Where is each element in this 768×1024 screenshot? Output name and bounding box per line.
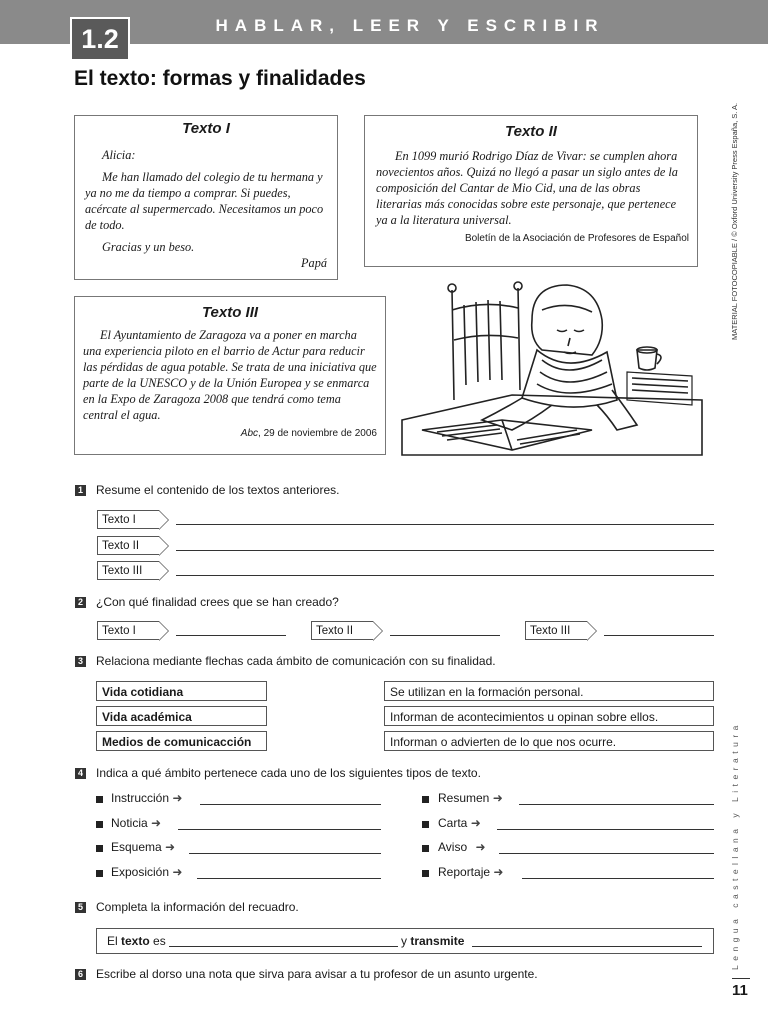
q3-right-item-2[interactable]: Informan de acontecimientos u opinan sobre ellos. (384, 706, 714, 726)
text-2-title: Texto II (505, 123, 557, 140)
arrow-right-icon: ➜ (492, 791, 503, 805)
q1-tag-texto-3: Texto III (97, 561, 159, 580)
q4-item-aviso: Aviso ➜ (438, 840, 486, 854)
q2-tag-texto-3: Texto III (525, 621, 587, 640)
q2-answer-line-3[interactable] (604, 635, 714, 636)
question-1-number: 1 (75, 485, 86, 496)
q4-answer-line-esquema[interactable] (189, 853, 381, 854)
q4-item-esquema: Esquema ➜ (111, 840, 176, 854)
arrow-right-icon: ➜ (493, 865, 504, 879)
text-box-3 (74, 296, 386, 455)
text-2-body: En 1099 murió Rodrigo Díaz de Vivar: se cumplen ahora novecientos años. Quizá no llegó a pasar un siglo antes de la composición del Cantar de Mio Cid, una de las obras literarias más conocidas sobre este personaje, que pertenece ya a la literatura universal. (376, 149, 678, 227)
copyright-note: MATERIAL FOTOCOPIABLE / © Oxford University Press España, S. A. (730, 102, 739, 340)
question-2-text: ¿Con qué finalidad crees que se han creado? (96, 595, 339, 609)
q4-item-reportaje: Reportaje ➜ (438, 865, 504, 879)
page-title: El texto: formas y finalidades (74, 67, 366, 90)
q1-answer-line-1[interactable] (176, 524, 714, 525)
reading-girl-illustration (392, 280, 712, 465)
q3-left-item-3[interactable]: Medios de comunicacción (96, 731, 267, 751)
q4-answer-line-reportaje[interactable] (522, 878, 714, 879)
text-box-2 (364, 115, 698, 267)
q1-tag-texto-1: Texto I (97, 510, 159, 529)
text-1-title: Texto I (182, 120, 230, 137)
q4-bullet (96, 796, 103, 803)
q2-answer-line-2[interactable] (390, 635, 500, 636)
question-4-text: Indica a qué ámbito pertenece cada uno de los siguientes tipos de texto. (96, 766, 481, 780)
q5-sentence-start: El texto es (107, 934, 166, 948)
q4-bullet (422, 845, 429, 852)
question-5-number: 5 (75, 902, 86, 913)
arrow-right-icon: ➜ (165, 840, 176, 854)
q3-left-item-1[interactable]: Vida cotidiana (96, 681, 267, 701)
q4-item-resumen: Resumen ➜ (438, 791, 503, 805)
q4-bullet (96, 821, 103, 828)
arrow-right-icon: ➜ (475, 840, 486, 854)
q2-answer-line-1[interactable] (176, 635, 286, 636)
q3-right-item-3[interactable]: Informan o advierten de lo que nos ocurre. (384, 731, 714, 751)
q4-bullet (422, 870, 429, 877)
q1-answer-line-3[interactable] (176, 575, 714, 576)
text-1-salutation: Alicia: (102, 148, 136, 162)
text-2-source: Boletín de la Asociación de Profesores de Español (464, 233, 689, 244)
unit-number: 1.2 (70, 17, 130, 61)
q4-bullet (422, 821, 429, 828)
q5-blank-1[interactable] (169, 946, 398, 947)
text-3-source: Abc, 29 de noviembre de 2006 (240, 428, 377, 439)
q3-left-item-2[interactable]: Vida académica (96, 706, 267, 726)
series-name: Lengua castellana y Literatura (730, 721, 740, 970)
page-number: 11 (732, 982, 748, 999)
q4-answer-line-aviso[interactable] (499, 853, 714, 854)
text-3-body: El Ayuntamiento de Zaragoza va a poner en marcha una experiencia piloto en el barrio de Actur para reducir las pérdidas de agua potable. Se trata de una iniciativa que parte de la UNESCO y de la Unión Europea y se enmarca en la Expo de Zaragoza 2008 que tendrá como tema central el agua. (83, 328, 377, 422)
question-6-number: 6 (75, 969, 86, 980)
q4-bullet (96, 870, 103, 877)
q4-answer-line-noticia[interactable] (178, 829, 381, 830)
q4-answer-line-resumen[interactable] (519, 804, 714, 805)
q4-answer-line-exposicion[interactable] (197, 878, 381, 879)
section-title: HABLAR, LEER Y ESCRIBIR (215, 16, 605, 35)
q4-answer-line-carta[interactable] (497, 829, 714, 830)
q4-item-noticia: Noticia ➜ (111, 816, 162, 830)
question-4-number: 4 (75, 768, 86, 779)
q4-item-exposicion: Exposición ➜ (111, 865, 183, 879)
q5-blank-2[interactable] (472, 946, 702, 947)
question-6-text: Escribe al dorso una nota que sirva para avisar a tu profesor de un asunto urgente. (96, 967, 538, 981)
q1-answer-line-2[interactable] (176, 550, 714, 551)
text-1-closing: Gracias y un beso. (102, 240, 195, 254)
q2-tag-texto-1: Texto I (97, 621, 159, 640)
q1-tag-texto-2: Texto II (97, 536, 159, 555)
q5-sentence-middle: y transmite (401, 934, 465, 948)
arrow-right-icon: ➜ (151, 816, 162, 830)
q4-item-carta: Carta ➜ (438, 816, 481, 830)
text-box-1 (74, 115, 338, 280)
question-3-number: 3 (75, 656, 86, 667)
page-number-rule (732, 978, 750, 979)
q4-answer-line-instruccion[interactable] (200, 804, 381, 805)
question-3-text: Relaciona mediante flechas cada ámbito de comunicación con su finalidad. (96, 654, 496, 668)
text-1-body: Me han llamado del colegio de tu hermana y ya no me da tiempo a comprar. Si puedes, acércate al supermercado. Necesitamos un poco de todo. (85, 170, 324, 232)
q4-item-instruccion: Instrucción ➜ (111, 791, 183, 805)
question-5-text: Completa la información del recuadro. (96, 900, 299, 914)
question-2-number: 2 (75, 597, 86, 608)
arrow-right-icon: ➜ (470, 816, 481, 830)
arrow-right-icon: ➜ (172, 791, 183, 805)
arrow-right-icon: ➜ (172, 865, 183, 879)
question-1-text: Resume el contenido de los textos anteriores. (96, 483, 340, 497)
q3-right-item-1[interactable]: Se utilizan en la formación personal. (384, 681, 714, 701)
q4-bullet (96, 845, 103, 852)
text-1-signature: Papá (301, 256, 327, 270)
q2-tag-texto-2: Texto II (311, 621, 373, 640)
q4-bullet (422, 796, 429, 803)
text-3-title: Texto III (201, 304, 259, 321)
